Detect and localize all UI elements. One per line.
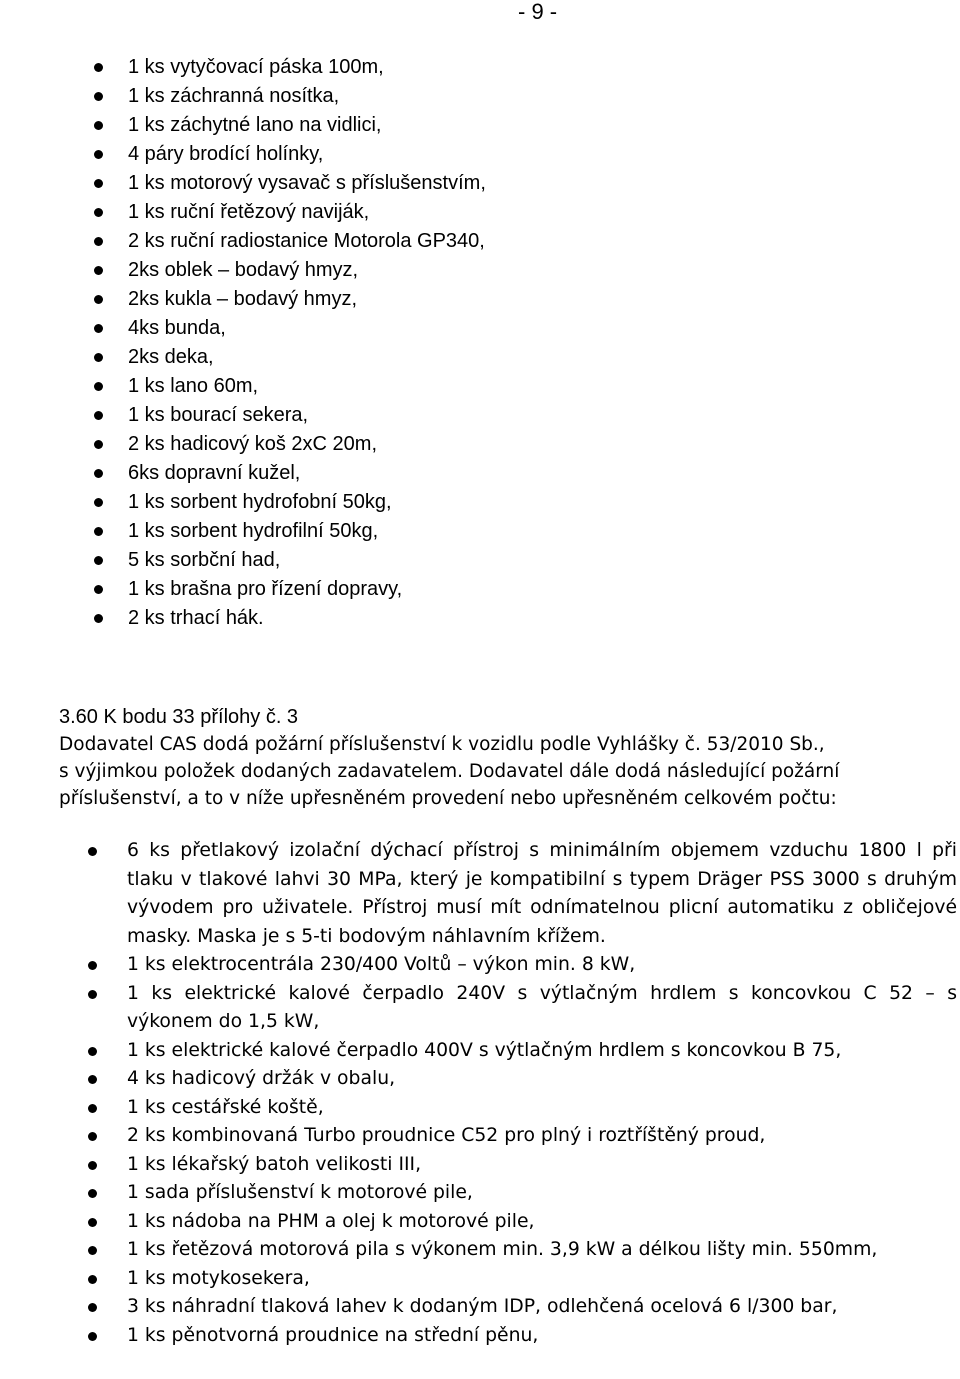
bullet-icon	[94, 469, 103, 478]
bullet-icon	[94, 121, 103, 130]
list-item: 2 ks trhací hák.	[90, 604, 790, 633]
list-item: 2 ks ruční radiostanice Motorola GP340,	[90, 227, 790, 256]
list-item: 2ks deka,	[90, 343, 790, 372]
bullet-icon	[88, 1104, 97, 1113]
page-number: - 9 -	[518, 0, 558, 24]
list-item: 1 ks lékařský batoh velikosti III,	[85, 1151, 957, 1180]
bullet-icon	[94, 585, 103, 594]
list-item: 1 ks sorbent hydrofilní 50kg,	[90, 517, 790, 546]
list-item: 2ks oblek – bodavý hmyz,	[90, 256, 790, 285]
bullet-icon	[88, 1075, 97, 1084]
bullet-icon	[94, 266, 103, 275]
bullet-icon	[88, 961, 97, 970]
list-item: 6 ks přetlakový izolační dýchací přístroj s minimálním objemem vzduchu 1800 l při tlaku v tlakové lahvi 30 MPa, který je kompatibilní s typem Dräger PSS 3000 s druhým vývodem pro uživatele. Přístroj musí mít odnímatelnou plicní automatiku z obličejové masky. Maska je s 5-ti bodovým náhlavním křížem.	[85, 837, 957, 951]
bullet-icon	[94, 411, 103, 420]
list-item: 1 ks záchytné lano na vidlici,	[90, 111, 790, 140]
bullet-icon	[94, 63, 103, 72]
list-item: 1 ks motorový vysavač s příslušenstvím,	[90, 169, 790, 198]
list-item: 1 ks elektrické kalové čerpadlo 240V s výtlačným hrdlem s koncovkou C 52 – s výkonem do 1,5 kW,	[85, 980, 957, 1037]
list-item: 2 ks hadicový koš 2xC 20m,	[90, 430, 790, 459]
section-heading: 3.60 K bodu 33 přílohy č. 3	[59, 706, 299, 728]
list-item: 2 ks kombinovaná Turbo proudnice C52 pro plný i roztříštěný proud,	[85, 1122, 957, 1151]
bullet-icon	[88, 1332, 97, 1341]
bullet-icon	[88, 1275, 97, 1284]
list-item: 1 ks bourací sekera,	[90, 401, 790, 430]
list-item: 1 ks lano 60m,	[90, 372, 790, 401]
list-item: 1 ks pěnotvorná proudnice na střední pěnu,	[85, 1322, 957, 1351]
bullet-icon	[88, 1189, 97, 1198]
bullet-icon	[88, 1161, 97, 1170]
list-item: 1 ks sorbent hydrofobní 50kg,	[90, 488, 790, 517]
list-item: 1 ks brašna pro řízení dopravy,	[90, 575, 790, 604]
bullet-icon	[88, 847, 97, 856]
bullet-icon	[94, 150, 103, 159]
bullet-icon	[88, 1047, 97, 1056]
bullet-icon	[94, 353, 103, 362]
equipment-list-one	[90, 53, 790, 633]
section-body-line: Dodavatel CAS dodá požární příslušenství k vozidlu podle Vyhlášky č. 53/2010 Sb.,	[59, 734, 825, 755]
list-item: 4 páry brodící holínky,	[90, 140, 790, 169]
bullet-icon	[88, 1218, 97, 1227]
bullet-icon	[88, 1303, 97, 1312]
bullet-icon	[94, 237, 103, 246]
section-body-line: příslušenství, a to v níže upřesněném provedení nebo upřesněném celkovém počtu:	[59, 788, 837, 809]
list-item: 1 ks cestářské koště,	[85, 1094, 957, 1123]
list-item: 1 sada příslušenství k motorové pile,	[85, 1179, 957, 1208]
bullet-icon	[94, 382, 103, 391]
list-item: 1 ks nádoba na PHM a olej k motorové pile,	[85, 1208, 957, 1237]
bullet-icon	[88, 1132, 97, 1141]
bullet-icon	[94, 556, 103, 565]
bullet-icon	[88, 990, 97, 999]
bullet-icon	[94, 179, 103, 188]
bullet-icon	[94, 498, 103, 507]
bullet-icon	[88, 1246, 97, 1255]
list-item: 6ks dopravní kužel,	[90, 459, 790, 488]
bullet-icon	[94, 208, 103, 217]
list-item: 1 ks elektrické kalové čerpadlo 400V s výtlačným hrdlem s koncovkou B 75,	[85, 1037, 957, 1066]
list-item: 1 ks motykosekera,	[85, 1265, 957, 1294]
list-item: 2ks kukla – bodavý hmyz,	[90, 285, 790, 314]
list-item: 4ks bunda,	[90, 314, 790, 343]
list-item: 1 ks záchranná nosítka,	[90, 82, 790, 111]
section-body-line: s výjimkou položek dodaných zadavatelem. Dodavatel dále dodá následující požární	[59, 761, 840, 782]
section-3-60	[59, 704, 949, 812]
bullet-icon	[94, 440, 103, 449]
list-item: 3 ks náhradní tlaková lahev k dodaným IDP, odlehčená ocelová 6 l/300 bar,	[85, 1293, 957, 1322]
bullet-icon	[94, 614, 103, 623]
bullet-icon	[94, 324, 103, 333]
list-item: 1 ks ruční řetězový naviják,	[90, 198, 790, 227]
list-item: 1 ks vytyčovací páska 100m,	[90, 53, 790, 82]
list-item: 1 ks řetězová motorová pila s výkonem min. 3,9 kW a délkou lišty min. 550mm,	[85, 1236, 957, 1265]
list-item: 5 ks sorbční had,	[90, 546, 790, 575]
bullet-icon	[94, 527, 103, 536]
bullet-icon	[94, 92, 103, 101]
list-item: 1 ks elektrocentrála 230/400 Voltů – výkon min. 8 kW,	[85, 951, 957, 980]
equipment-list-two	[85, 837, 957, 1350]
bullet-icon	[94, 295, 103, 304]
list-item: 4 ks hadicový držák v obalu,	[85, 1065, 957, 1094]
